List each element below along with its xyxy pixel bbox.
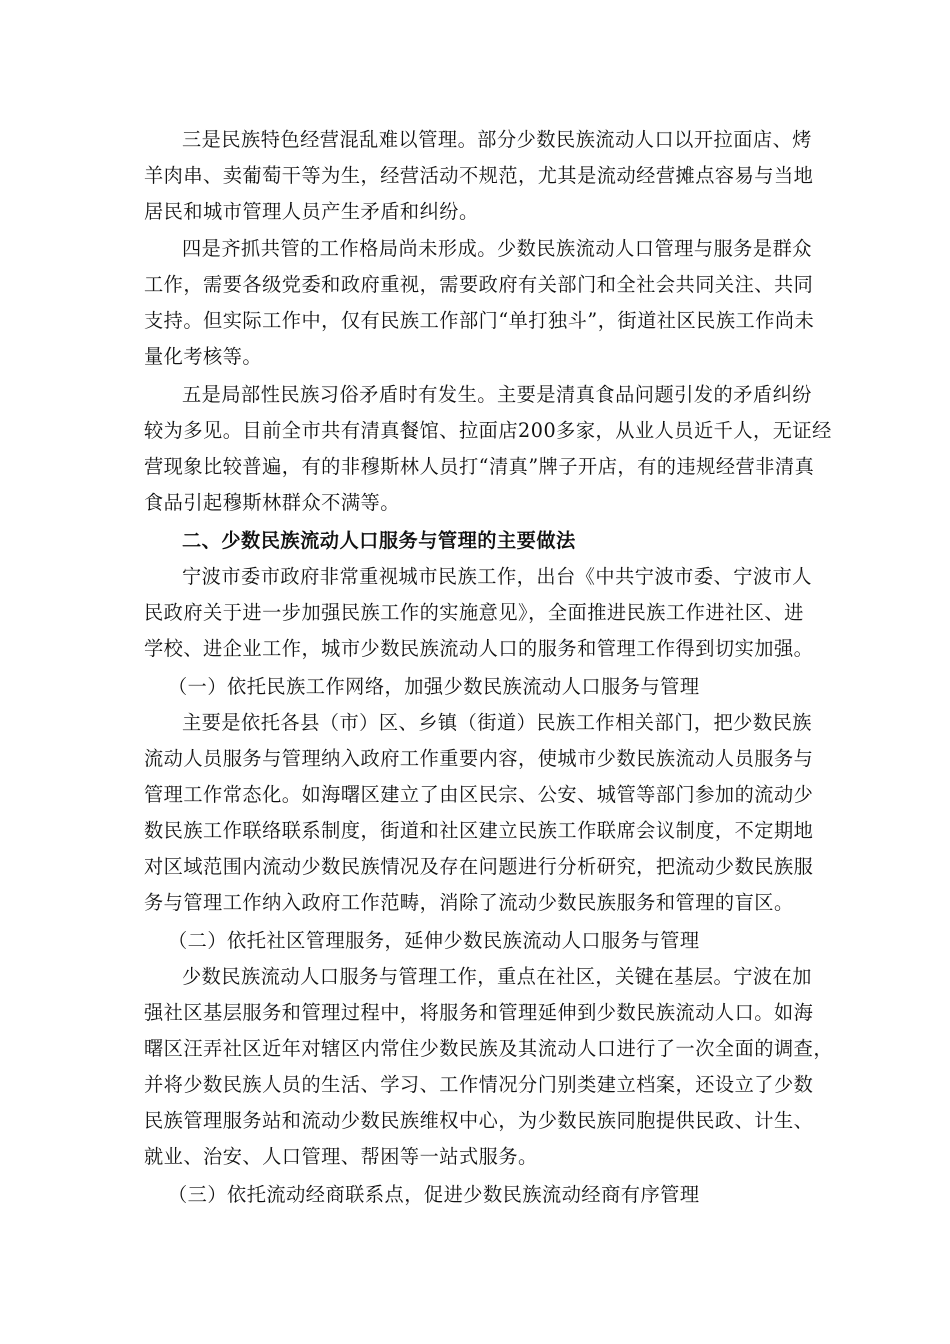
paragraph-line: 四是齐抓共管的工作格局尚未形成。少数民族流动人口管理与服务是群众 <box>182 237 812 260</box>
paragraph-line: 食品引起穆斯林群众不满等。 <box>144 491 400 514</box>
paragraph-line: 少数民族流动人口服务与管理工作，重点在社区，关键在基层。宁波在加 <box>182 965 812 988</box>
paragraph-line: 三是民族特色经营混乱难以管理。部分少数民族流动人口以开拉面店、烤 <box>182 128 812 151</box>
paragraph-line: 流动人员服务与管理纳入政府工作重要内容，使城市少数民族流动人员服务与 <box>144 747 814 770</box>
paragraph-line: 居民和城市管理人员产生矛盾和纠纷。 <box>144 200 479 223</box>
subsection-heading: （二）依托社区管理服务，延伸少数民族流动人口服务与管理 <box>168 929 700 952</box>
subsection-heading: （三）依托流动经商联系点，促进少数民族流动经商有序管理 <box>168 1183 700 1206</box>
paragraph-line: 民族管理服务站和流动少数民族维权中心，为少数民族同胞提供民政、计生、 <box>144 1109 814 1132</box>
paragraph-line: 强社区基层服务和管理过程中，将服务和管理延伸到少数民族流动人口。如海 <box>144 1001 814 1024</box>
paragraph-line: 并将少数民族人员的生活、学习、工作情况分门别类建立档案，还设立了少数 <box>144 1073 814 1096</box>
paragraph-line: 数民族工作联络联系制度，街道和社区建立民族工作联席会议制度，不定期地 <box>144 819 814 842</box>
paragraph-line: 就业、治安、人口管理、帮困等一站式服务。 <box>144 1145 538 1168</box>
paragraph-line: 主要是依托各县（市）区、乡镇（街道）民族工作相关部门，把少数民族 <box>182 711 812 734</box>
paragraph-line: 务与管理工作纳入政府工作范畴，消除了流动少数民族服务和管理的盲区。 <box>144 891 794 914</box>
paragraph-line: 学校、进企业工作，城市少数民族流动人口的服务和管理工作得到切实加强。 <box>144 637 814 660</box>
paragraph-line: 工作，需要各级党委和政府重视，需要政府有关部门和全社会共同关注、共同 <box>144 273 814 296</box>
paragraph-line: 宁波市委市政府非常重视城市民族工作，出台《中共宁波市委、宁波市人 <box>182 565 812 588</box>
paragraph-line: 曙区汪弄社区近年对辖区内常住少数民族及其流动人口进行了一次全面的调查， <box>144 1037 834 1060</box>
paragraph-line: 量化考核等。 <box>144 345 263 368</box>
paragraph-line: 羊肉串、卖葡萄干等为生，经营活动不规范，尤其是流动经营摊点容易与当地 <box>144 164 814 187</box>
paragraph-line: 民政府关于进一步加强民族工作的实施意见》，全面推进民族工作进社区、进 <box>144 601 804 624</box>
paragraph-line: 较为多见。目前全市共有清真餐馆、拉面店200多家，从业人员近千人，无证经 <box>144 419 832 442</box>
paragraph-line: 支持。但实际工作中，仅有民族工作部门“单打独斗”，街道社区民族工作尚未 <box>144 309 815 332</box>
paragraph-line: 营现象比较普遍，有的非穆斯林人员打“清真”牌子开店，有的违规经营非清真 <box>144 455 815 478</box>
paragraph-line: 五是局部性民族习俗矛盾时有发生。主要是清真食品问题引发的矛盾纠纷 <box>182 383 812 406</box>
subsection-heading: （一）依托民族工作网络，加强少数民族流动人口服务与管理 <box>168 675 700 698</box>
section-heading: 二、少数民族流动人口服务与管理的主要做法 <box>182 529 576 552</box>
paragraph-line: 管理工作常态化。如海曙区建立了由区民宗、公安、城管等部门参加的流动少 <box>144 783 814 806</box>
paragraph-line: 对区域范围内流动少数民族情况及存在问题进行分析研究，把流动少数民族服 <box>144 855 814 878</box>
